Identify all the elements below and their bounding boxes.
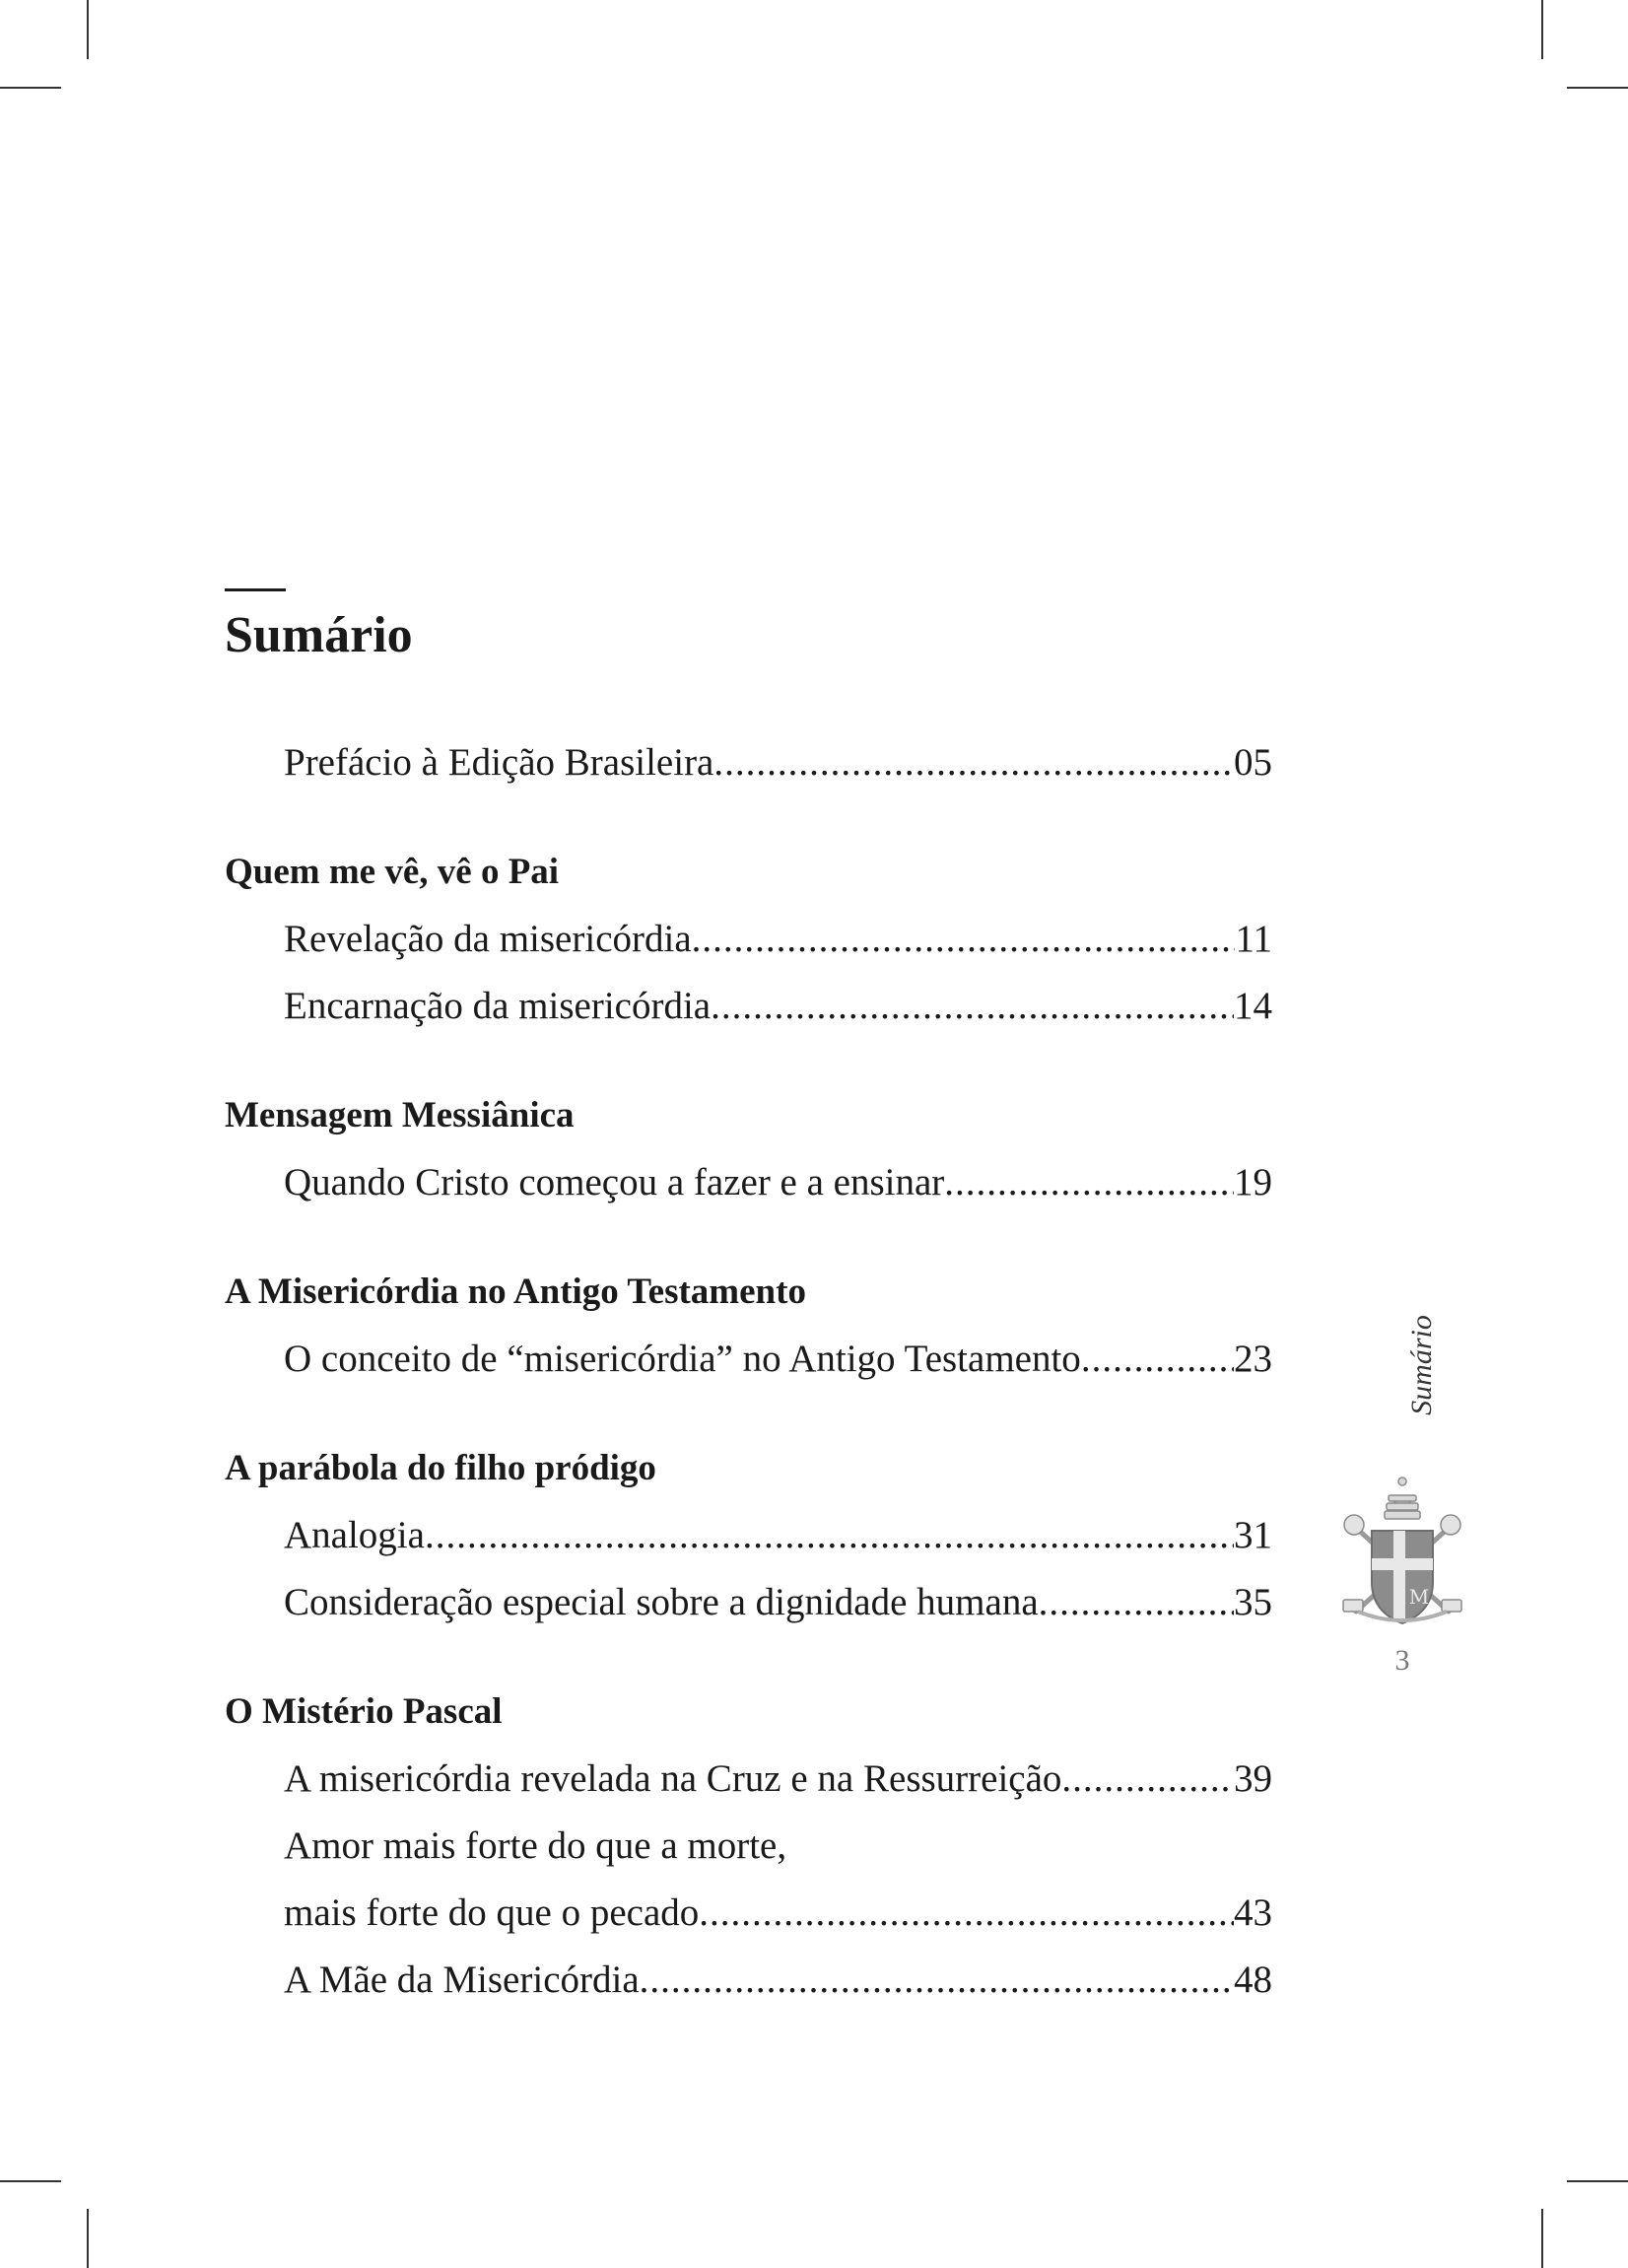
crop-mark [0, 87, 61, 89]
toc-entry[interactable] [225, 1502, 1272, 1569]
toc-entry[interactable] [225, 1326, 1272, 1393]
dot-leader [1061, 1746, 1234, 1813]
crop-mark [1541, 0, 1543, 59]
toc-entry-title: Encarnação da misericórdia [284, 985, 712, 1027]
toc-entry-title: Quando Cristo começou a fazer e a ensinar [284, 1161, 945, 1203]
table-of-contents [225, 729, 1272, 2014]
toc-entry-title-line1: Amor mais forte do que a morte, [284, 1824, 787, 1867]
toc-entry[interactable] [225, 1880, 1272, 1947]
page-title: Sumário [225, 607, 413, 663]
toc-entry-title: Revelação da misericórdia [284, 918, 692, 960]
toc-entry-page: 19 [1234, 1161, 1272, 1203]
toc-entry-page: 05 [1234, 741, 1272, 784]
toc-section [225, 1679, 1272, 2014]
dot-leader [1039, 1569, 1234, 1636]
emblem-letter: M [1408, 1585, 1430, 1609]
toc-entry-title: Analogia [284, 1514, 425, 1556]
crop-mark [1567, 87, 1628, 89]
toc-entry-title: A misericórdia revelada na Cruz e na Ressurreição [284, 1757, 1062, 1800]
dot-leader [640, 1947, 1234, 2014]
toc-entry[interactable] [225, 1947, 1272, 2014]
crop-mark [1541, 2209, 1543, 2268]
toc-entry-title: A Mãe da Misericórdia [284, 1959, 640, 2001]
running-head-text: Sumário [1405, 1315, 1438, 1415]
dot-leader [692, 906, 1236, 973]
toc-section [225, 1435, 1272, 1636]
dot-leader [711, 973, 1234, 1040]
toc-section-title: Mensagem Messiânica [225, 1095, 575, 1135]
toc-entry-page: 39 [1234, 1757, 1272, 1800]
toc-entry-page: 14 [1234, 985, 1272, 1027]
toc-entry[interactable] [225, 973, 1272, 1040]
papal-coat-of-arms-icon [1338, 1474, 1466, 1631]
toc-section [225, 839, 1272, 1040]
toc-entry-title: mais forte do que o pecado [284, 1891, 700, 1934]
crop-mark [1567, 2180, 1628, 2182]
toc-entry-title: Prefácio à Edição Brasileira [284, 741, 714, 784]
toc-section [225, 729, 1272, 796]
toc-entry[interactable] [225, 1746, 1272, 1813]
dot-leader [713, 729, 1234, 796]
dot-leader [699, 1880, 1234, 1947]
dot-leader [1081, 1326, 1234, 1393]
crop-mark [87, 0, 89, 59]
toc-entry-page: 11 [1235, 918, 1272, 960]
toc-entry[interactable] [225, 1569, 1272, 1636]
toc-section-title: O Mistério Pascal [225, 1691, 503, 1732]
toc-entry[interactable] [225, 729, 1272, 796]
toc-section-title: A Misericórdia no Antigo Testamento [225, 1271, 806, 1312]
toc-section [225, 1259, 1272, 1393]
toc-entry-page: 35 [1234, 1581, 1272, 1623]
toc-entry[interactable] [225, 906, 1272, 973]
toc-entry-page: 43 [1234, 1891, 1272, 1934]
toc-entry[interactable] [225, 1149, 1272, 1216]
heading-rule [225, 588, 286, 591]
dot-leader [944, 1149, 1234, 1216]
toc-entry-page: 23 [1234, 1338, 1272, 1380]
toc-section [225, 1082, 1272, 1216]
toc-entry-title: O conceito de “misericórdia” no Antigo Testamento [284, 1338, 1081, 1380]
page-number: 3 [1394, 1644, 1410, 1677]
toc-entry-title: Consideração especial sobre a dignidade humana [284, 1581, 1039, 1623]
crop-mark [0, 2180, 61, 2182]
toc-section-title: A parábola do filho pródigo [225, 1448, 656, 1488]
toc-entry-page: 48 [1234, 1959, 1272, 2001]
toc-entry-page: 31 [1234, 1514, 1272, 1556]
toc-section-title: Quem me vê, vê o Pai [225, 852, 560, 892]
crop-mark [87, 2209, 89, 2268]
dot-leader [425, 1502, 1234, 1569]
running-head [1402, 1306, 1442, 1424]
